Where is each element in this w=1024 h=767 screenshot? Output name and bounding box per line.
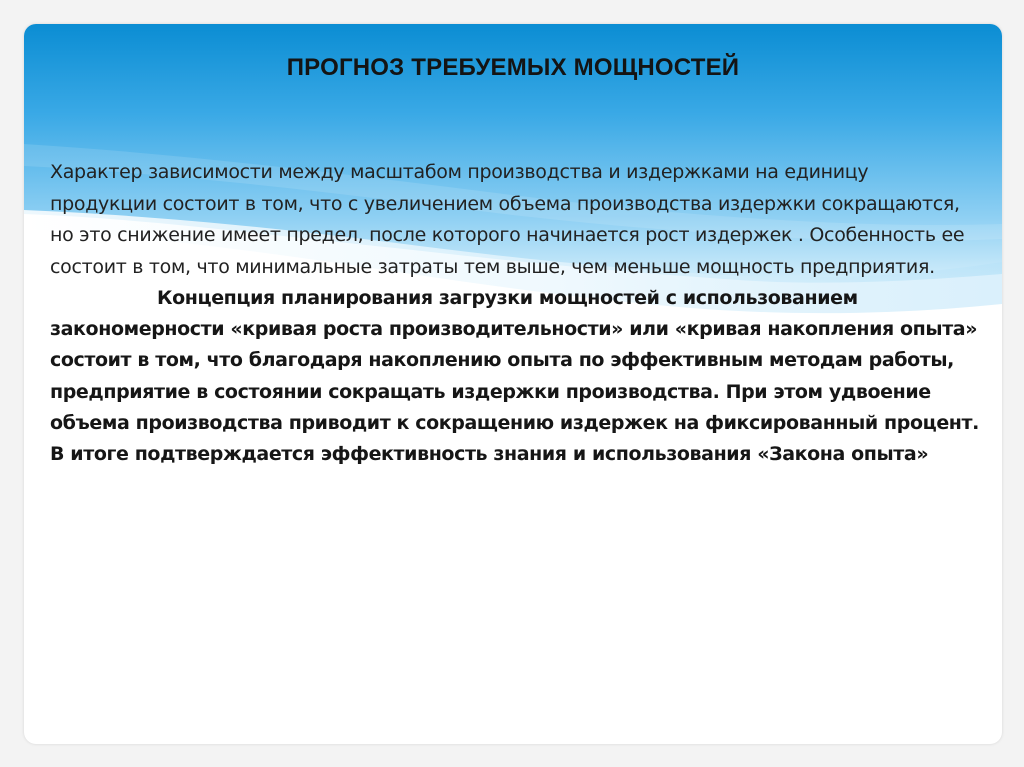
slide — [24, 24, 1002, 744]
body-paragraph-regular: Характер зависимости между масштабом производства и издержками на единицу продукции состоит в том, что с увеличением объема производства издержки сокращаются, но это снижение имеет предел, после которого начинается рост издержек . Особенность ее состоит в том, что минимальные затраты тем выше, чем меньше мощность предприятия. — [50, 161, 965, 278]
slide-body — [50, 157, 980, 470]
body-paragraph-bold: Концепция планирования загрузки мощностей с использованием закономерности «кривая роста производительности» или «кривая накопления опыта» состоит в том, что благодаря накоплению опыта по эффективным методам работы, предприятие в состоянии сокращать издержки производства. При этом удвоение объема производства приводит к сокращению издержек на фиксированный процент. В итоге подтверждается эффективность знания и использования «Закона опыта» — [50, 287, 979, 466]
slide-title: ПРОГНОЗ ТРЕБУЕМЫХ МОЩНОСТЕЙ — [286, 54, 740, 81]
